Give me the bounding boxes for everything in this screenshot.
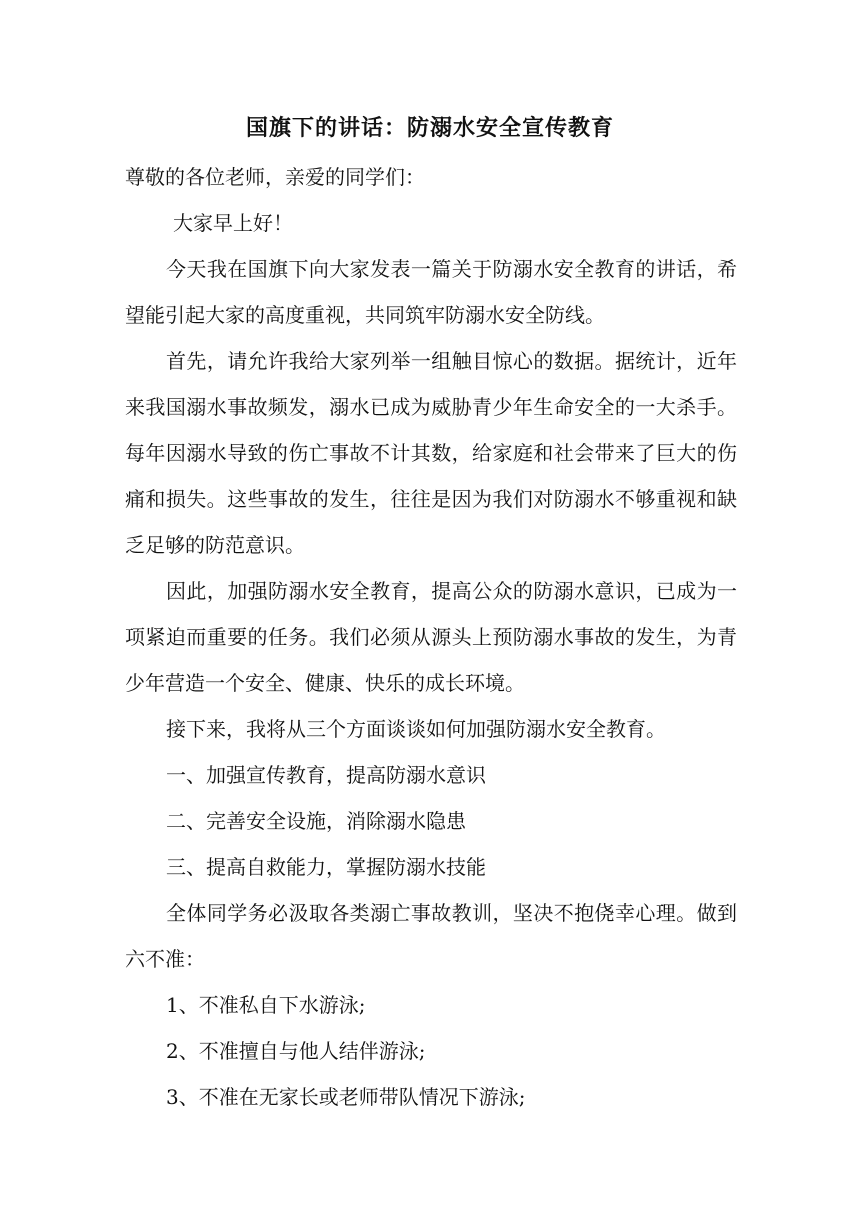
list-item-point-1: 一、加强宣传教育，提高防溺水意识 (166, 763, 486, 787)
rule-item-2: 2、不准擅自与他人结伴游泳; (166, 1039, 426, 1063)
rule-item-1: 1、不准私自下水游泳; (166, 993, 366, 1017)
salutation: 尊敬的各位老师，亲爱的同学们： (125, 165, 425, 189)
list-item-point-3: 三、提高自救能力，掌握防溺水技能 (166, 855, 486, 879)
greeting: 大家早上好！ (173, 211, 293, 235)
paragraph-intro: 今天我在国旗下向大家发表一篇关于防溺水安全教育的讲话，希望能引起大家的高度重视，共同筑牢防溺水安全防线。 (125, 257, 737, 327)
document-title: 国旗下的讲话：防溺水安全宣传教育 (245, 115, 614, 141)
paragraph-transition: 接下来，我将从三个方面谈谈如何加强防溺水安全教育。 (166, 717, 666, 741)
rule-item-3: 3、不准在无家长或老师带队情况下游泳; (166, 1085, 526, 1109)
paragraph-statistics: 首先，请允许我给大家列举一组触目惊心的数据。据统计，近年来我国溺水事故频发，溺水已成为威胁青少年生命安全的一大杀手。每年因溺水导致的伤亡事故不计其数，给家庭和社会带来了巨大的伤痛和损失。这些事故的发生，往往是因为我们对防溺水不够重视和缺乏足够的防范意识。 (125, 349, 737, 557)
paragraph-importance: 因此，加强防溺水安全教育，提高公众的防溺水意识，已成为一项紧迫而重要的任务。我们必须从源头上预防溺水事故的发生，为青少年营造一个安全、健康、快乐的成长环境。 (125, 579, 737, 695)
paragraph-six-rules-intro: 全体同学务必汲取各类溺亡事故教训，坚决不抱侥幸心理。做到六不准： (125, 901, 737, 971)
list-item-point-2: 二、完善安全设施，消除溺水隐患 (166, 809, 466, 833)
document-body (125, 154, 737, 1120)
